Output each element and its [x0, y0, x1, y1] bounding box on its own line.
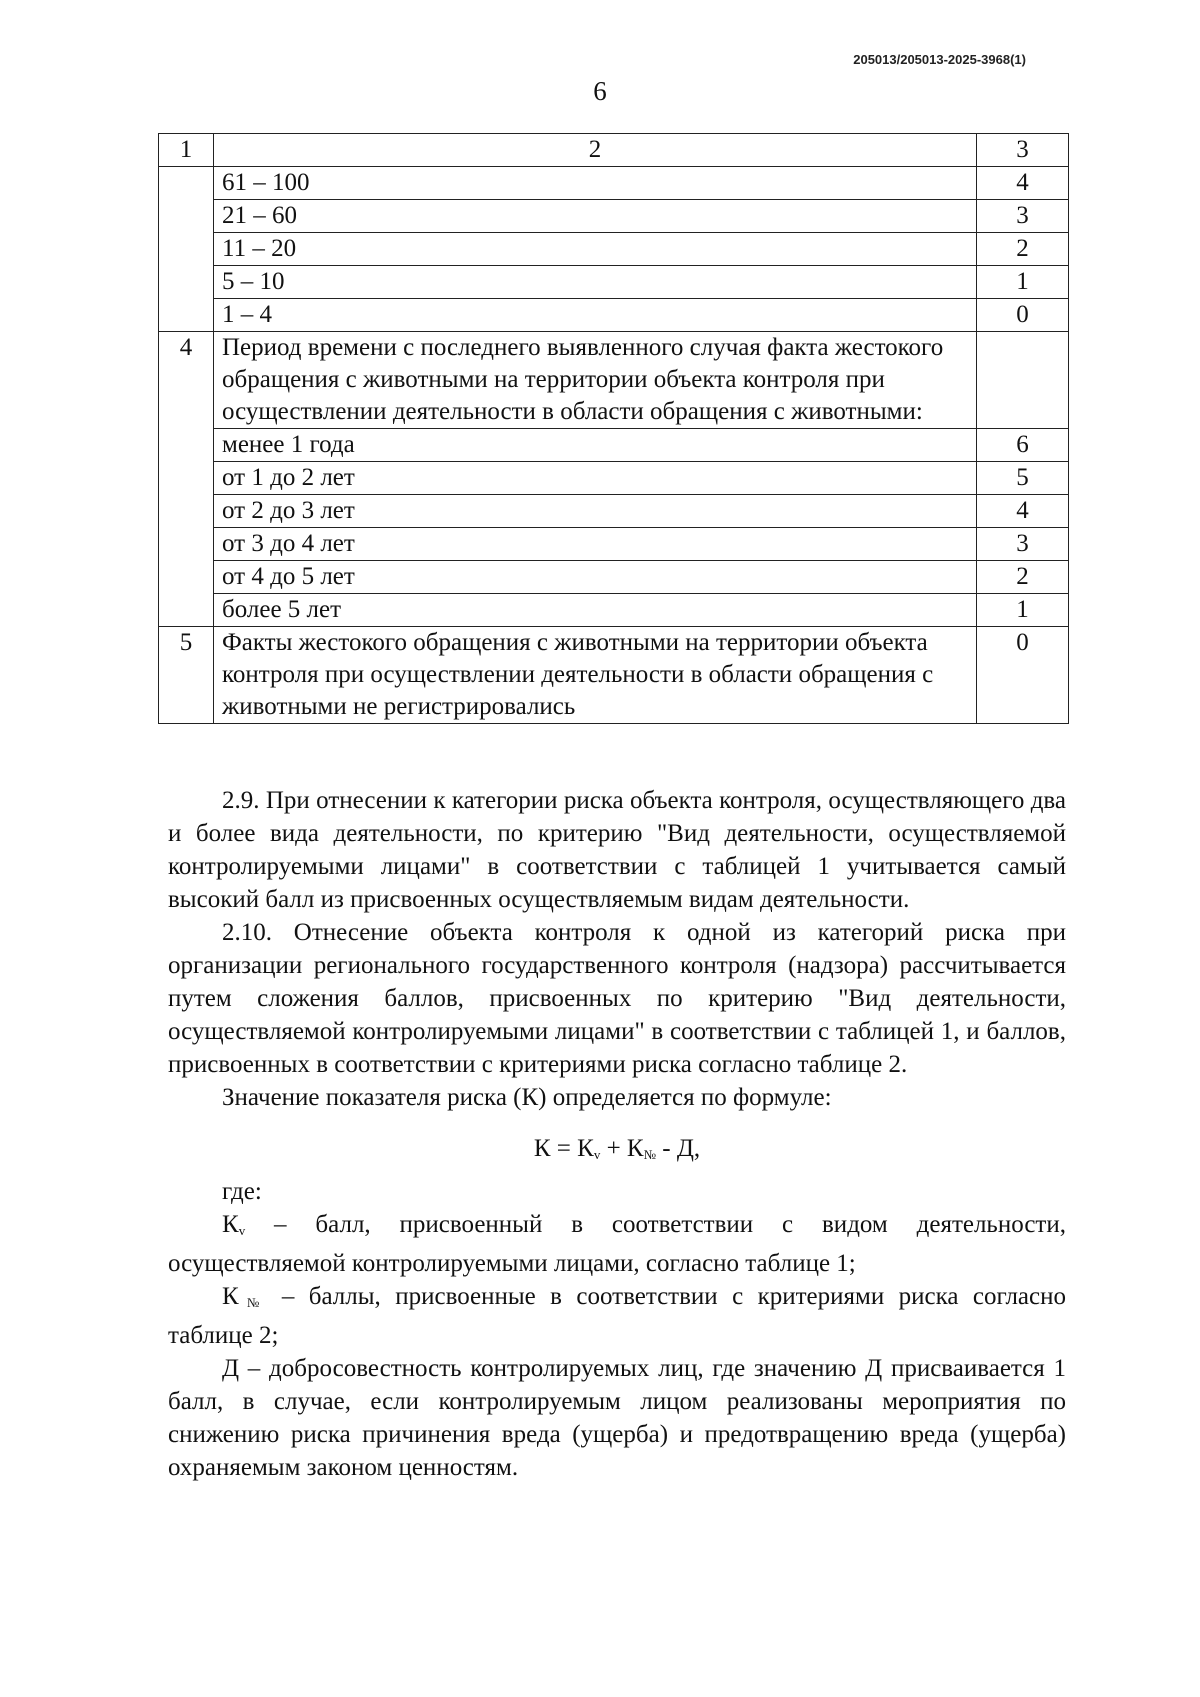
formula-k: К = К	[533, 1135, 594, 1162]
row-text: менее 1 года	[214, 429, 977, 462]
row-text: от 1 до 2 лет	[214, 462, 977, 495]
kv-symbol: К	[222, 1211, 239, 1238]
col-header-3: 3	[977, 134, 1069, 167]
where-label: где:	[222, 1178, 262, 1205]
row-number	[159, 233, 214, 266]
table-row	[159, 233, 1069, 266]
formula-intro: Значение показателя риска (К) определяется по формуле:	[222, 1084, 832, 1111]
row-number	[159, 299, 214, 332]
formula-sub-n: №	[643, 1147, 656, 1162]
table-row	[159, 627, 1069, 724]
row-number	[159, 561, 214, 594]
table-row	[159, 495, 1069, 528]
row-number	[159, 200, 214, 233]
criteria-table	[158, 133, 1069, 724]
kn-text: – баллы, присвоенные в соответствии с критериями риска согласно таблице 2;	[168, 1283, 1067, 1349]
row-score: 3	[977, 200, 1069, 233]
paragraph-2-9: 2.9. При отнесении к категории риска объекта контроля, осуществляющего два и более вида деятельности, по критерию "Вид деятельности, осуществляемой контролируемыми лицами" в соответствии с таблицей 1 учитывается самый высокий балл из присвоенных осуществляемым видам деятельности.	[168, 787, 1066, 913]
row-score	[977, 332, 1069, 429]
table-row	[159, 594, 1069, 627]
row-score: 2	[977, 561, 1069, 594]
row-score: 1	[977, 266, 1069, 299]
row-text: 5 – 10	[214, 266, 977, 299]
table-row	[159, 462, 1069, 495]
row-number: 5	[159, 627, 214, 724]
row-number	[159, 495, 214, 528]
table-row	[159, 299, 1069, 332]
row-score: 3	[977, 528, 1069, 561]
definition-kv	[168, 1208, 1066, 1280]
definition-kn	[168, 1280, 1066, 1352]
row-score: 0	[977, 299, 1069, 332]
row-number	[159, 528, 214, 561]
row-text: Период времени с последнего выявленного случая факта жестокого обращения с животными на территории объекта контроля при осуществлении деятельности в области обращения с животными:	[214, 332, 977, 429]
row-score: 1	[977, 594, 1069, 627]
table-header-row	[159, 134, 1069, 167]
risk-formula	[168, 1132, 1066, 1171]
col-header-2: 2	[214, 134, 977, 167]
definition-d: Д – добросовестность контролируемых лиц, где значению Д присваивается 1 балл, в случае, если контролируемым лицом реализованы мероприятия по снижению риска причинения вреда (ущерба) и предотвращению вреда (ущерба) охраняемым законом ценностям.	[168, 1355, 1066, 1481]
formula-sub-v: v	[593, 1147, 601, 1162]
kv-text: – балл, присвоенный в соответствии с видом деятельности, осуществляемой контролируемыми лицами, согласно таблице 1;	[168, 1211, 1066, 1277]
kn-subscript: №	[238, 1295, 268, 1310]
table-row	[159, 200, 1069, 233]
row-text: от 2 до 3 лет	[214, 495, 977, 528]
page-number: 6	[593, 76, 607, 106]
table-row	[159, 167, 1069, 200]
table-row	[159, 561, 1069, 594]
row-text: 61 – 100	[214, 167, 977, 200]
kn-symbol: К	[222, 1283, 239, 1310]
col-header-1: 1	[159, 134, 214, 167]
table-row	[159, 266, 1069, 299]
row-score: 4	[977, 167, 1069, 200]
row-number	[159, 462, 214, 495]
row-number	[159, 266, 214, 299]
row-text: Факты жестокого обращения с животными на территории объекта контроля при осуществлении деятельности в области обращения с животными не регистрировались	[214, 627, 977, 724]
body-text	[168, 784, 1066, 1484]
table-row	[159, 528, 1069, 561]
kv-subscript: v	[238, 1223, 246, 1238]
row-text: от 3 до 4 лет	[214, 528, 977, 561]
row-score: 5	[977, 462, 1069, 495]
paragraph-2-10: 2.10. Отнесение объекта контроля к одной из категорий риска при организации регионального государственного контроля (надзора) рассчитывается путем сложения баллов, присвоенных по критерию "Вид деятельности, осуществляемой контролируемыми лицами" в соответствии с таблицей 1, и баллов, присвоенных в соответствии с критериями риска согласно таблице 2.	[168, 919, 1066, 1078]
formula-plus: + К	[600, 1135, 644, 1162]
row-text: более 5 лет	[214, 594, 977, 627]
row-score: 0	[977, 627, 1069, 724]
formula-tail: - Д,	[656, 1135, 701, 1162]
row-number	[159, 429, 214, 462]
row-text: 1 – 4	[214, 299, 977, 332]
row-score: 2	[977, 233, 1069, 266]
row-text: от 4 до 5 лет	[214, 561, 977, 594]
row-text: 21 – 60	[214, 200, 977, 233]
table-row	[159, 429, 1069, 462]
row-number	[159, 594, 214, 627]
row-number	[159, 167, 214, 200]
row-score: 4	[977, 495, 1069, 528]
row-score: 6	[977, 429, 1069, 462]
document-id: 205013/205013-2025-3968(1)	[853, 52, 1026, 67]
row-text: 11 – 20	[214, 233, 977, 266]
row-number: 4	[159, 332, 214, 429]
table-row	[159, 332, 1069, 429]
